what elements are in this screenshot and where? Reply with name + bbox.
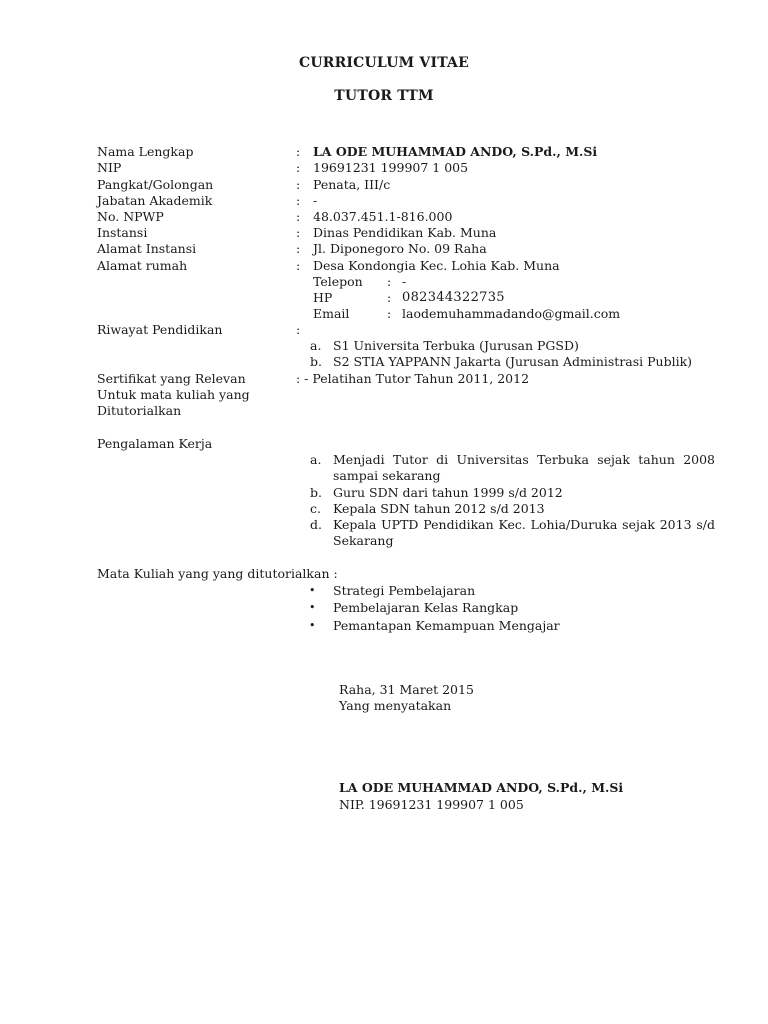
experience-item: Kepala SDN tahun 2012 s/d 2013 bbox=[333, 501, 545, 516]
field-label-jabatan: Jabatan Akademik bbox=[97, 193, 213, 208]
signature-name: LA ODE MUHAMMAD ANDO, S.Pd., M.Si bbox=[339, 780, 624, 795]
contact-label-hp: HP bbox=[313, 290, 333, 305]
document-title: CURRICULUM VITAE bbox=[299, 55, 469, 71]
field-value-nip: 19691231 199907 1 005 bbox=[313, 160, 469, 175]
contact-value-hp: 082344322735 bbox=[402, 290, 505, 305]
field-label-instansi: Instansi bbox=[97, 225, 148, 240]
contact-colon: : bbox=[387, 274, 392, 289]
field-value-pangkat: Penata, III/c bbox=[313, 177, 391, 192]
courses-label: Mata Kuliah yang yang ditutorialkan : bbox=[97, 566, 338, 581]
experience-item: Guru SDN dari tahun 1999 s/d 2012 bbox=[333, 485, 563, 500]
experience-item: Kepala UPTD Pendidikan Kec. Lohia/Duruka sejak 2013 s/d Sekarang bbox=[333, 517, 715, 548]
bullet-icon: • bbox=[309, 584, 316, 597]
contact-value-email: laodemuhammadando@gmail.com bbox=[402, 306, 621, 321]
field-label-pangkat: Pangkat/Golongan bbox=[97, 177, 214, 192]
education-item: S1 Universita Terbuka (Jurusan PGSD) bbox=[333, 338, 579, 353]
field-label-nama: Nama Lengkap bbox=[97, 144, 194, 159]
field-colon: : bbox=[296, 241, 301, 256]
bullet-icon: • bbox=[309, 601, 316, 614]
education-marker: b. bbox=[310, 354, 322, 369]
experience-marker: c. bbox=[310, 501, 321, 516]
certificate-label-line: Sertifikat yang Relevan bbox=[97, 371, 246, 386]
field-value-npwp: 48.037.451.1-816.000 bbox=[313, 209, 453, 224]
education-marker: a. bbox=[310, 338, 322, 353]
field-value-nama: LA ODE MUHAMMAD ANDO, S.Pd., M.Si bbox=[313, 144, 598, 159]
signature-statement: Yang menyatakan bbox=[339, 698, 452, 713]
field-label-nip: NIP bbox=[97, 160, 122, 175]
field-colon: : bbox=[296, 193, 301, 208]
field-colon: : bbox=[296, 144, 301, 159]
experience-marker: d. bbox=[310, 517, 322, 532]
education-item: S2 STIA YAPPANN Jakarta (Jurusan Administrasi Publik) bbox=[333, 354, 693, 369]
certificate-label-line: Ditutorialkan bbox=[97, 403, 182, 418]
field-label-alamat-instansi: Alamat Instansi bbox=[97, 241, 197, 256]
contact-colon: : bbox=[387, 290, 392, 305]
field-colon: : bbox=[296, 225, 301, 240]
field-value-jabatan: - bbox=[313, 193, 318, 208]
course-item: Pemantapan Kemampuan Mengajar bbox=[333, 618, 560, 633]
document-subtitle: TUTOR TTM bbox=[334, 88, 434, 104]
field-colon: : bbox=[296, 177, 301, 192]
field-label-alamat-rumah: Alamat rumah bbox=[97, 258, 188, 273]
education-label: Riwayat Pendidikan bbox=[97, 322, 223, 337]
experience-item: Menjadi Tutor di Universitas Terbuka sejak tahun 2008 sampai sekarang bbox=[333, 452, 715, 483]
course-item: Strategi Pembelajaran bbox=[333, 583, 476, 598]
contact-label-telepon: Telepon bbox=[313, 274, 363, 289]
field-label-npwp: No. NPWP bbox=[97, 209, 164, 224]
contact-label-email: Email bbox=[313, 306, 350, 321]
contact-value-telepon: - bbox=[402, 274, 407, 289]
experience-marker: a. bbox=[310, 452, 322, 467]
field-colon: : bbox=[296, 160, 301, 175]
contact-colon: : bbox=[387, 306, 392, 321]
experience-label: Pengalaman Kerja bbox=[97, 436, 213, 451]
field-colon: : bbox=[296, 209, 301, 224]
experience-marker: b. bbox=[310, 485, 322, 500]
signature-place-date: Raha, 31 Maret 2015 bbox=[339, 682, 474, 697]
certificate-value: : - Pelatihan Tutor Tahun 2011, 2012 bbox=[296, 371, 530, 386]
field-value-instansi: Dinas Pendidikan Kab. Muna bbox=[313, 225, 497, 240]
certificate-label-line: Untuk mata kuliah yang bbox=[97, 387, 250, 402]
signature-nip: NIP. 19691231 199907 1 005 bbox=[339, 797, 524, 812]
bullet-icon: • bbox=[309, 619, 316, 632]
field-colon: : bbox=[296, 258, 301, 273]
field-value-alamat-instansi: Jl. Diponegoro No. 09 Raha bbox=[313, 241, 487, 256]
course-item: Pembelajaran Kelas Rangkap bbox=[333, 600, 519, 615]
field-colon: : bbox=[296, 322, 301, 337]
field-value-alamat-rumah: Desa Kondongia Kec. Lohia Kab. Muna bbox=[313, 258, 560, 273]
